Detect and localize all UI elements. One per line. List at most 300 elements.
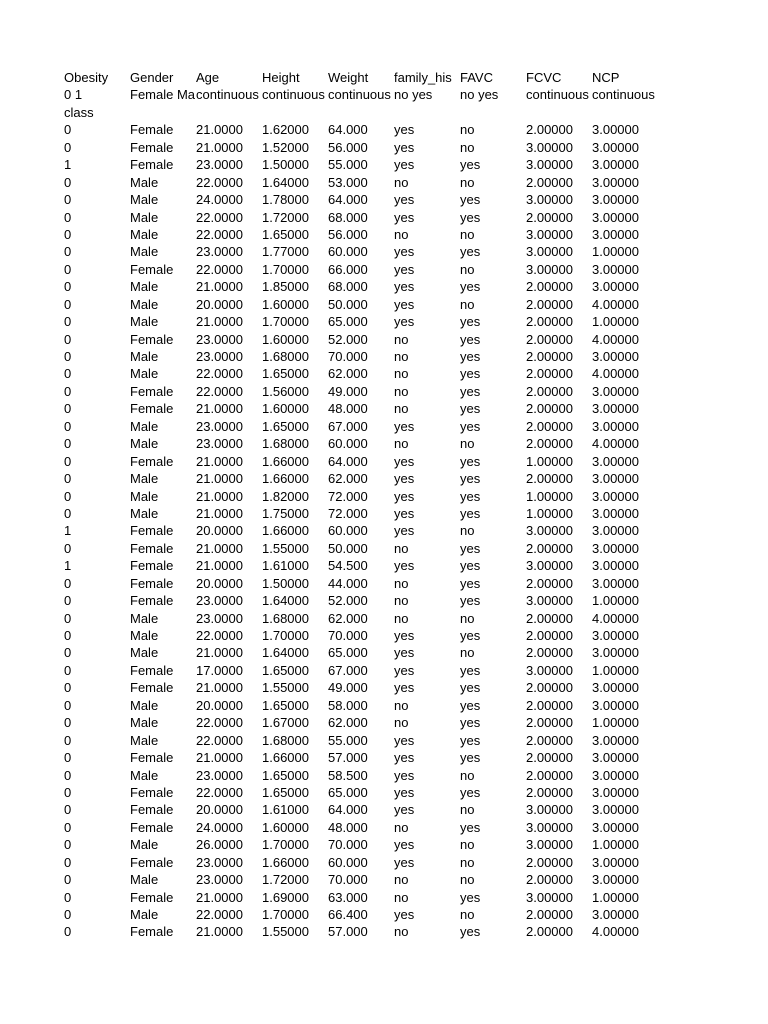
table-cell: 20.0000 (196, 296, 243, 312)
table-cell: 3.00000 (592, 732, 639, 748)
table-cell: 0 (64, 680, 72, 696)
table-cell: 1.00000 (592, 837, 639, 853)
table-cell: 2.00000 (526, 610, 573, 626)
table-cell: yes (460, 680, 481, 696)
table-cell: 1.64000 (262, 645, 309, 661)
table-cell: 68.000 (328, 209, 368, 225)
table-cell: 1.64000 (262, 174, 309, 190)
table-cell: 62.000 (328, 471, 368, 487)
table-cell: 55.000 (328, 157, 368, 173)
table-cell: 1.65000 (262, 226, 309, 242)
table-cell: 1.75000 (262, 505, 309, 521)
table-cell: no (460, 837, 475, 853)
table-cell: 3.00000 (592, 139, 639, 155)
table-cell: 1.72000 (262, 872, 309, 888)
table-cell: yes (460, 750, 481, 766)
table-cell: yes (460, 209, 481, 225)
table-cell: yes (394, 645, 415, 661)
table-cell: 2.00000 (526, 296, 573, 312)
table-cell: yes (394, 418, 415, 434)
table-cell: 1.56000 (262, 383, 309, 399)
table-cell: yes (394, 453, 415, 469)
table-cell: 21.0000 (196, 453, 243, 469)
table-cell: 0 (64, 122, 72, 138)
table-cell: 0 (64, 192, 72, 208)
table-cell: 3.00000 (592, 802, 639, 818)
table-cell: 1.00000 (592, 314, 639, 330)
table-cell: 0 (64, 540, 72, 556)
table-cell: 3.00000 (592, 872, 639, 888)
table-cell: 0 (64, 296, 72, 312)
table-cell: no (460, 854, 475, 870)
table-cell: 52.000 (328, 331, 368, 347)
table-cell: 1.66000 (262, 453, 309, 469)
table-cell: yes (460, 924, 481, 940)
table-cell: 22.0000 (196, 226, 243, 242)
table-cell: 1.77000 (262, 244, 309, 260)
table-cell: 1.78000 (262, 192, 309, 208)
table-cell: 54.500 (328, 558, 368, 574)
table-cell: 2.00000 (526, 784, 573, 800)
table-cell: yes (394, 837, 415, 853)
table-cell: 2.00000 (526, 540, 573, 556)
table-cell: 22.0000 (196, 732, 243, 748)
table-cell: no (394, 436, 409, 452)
table-cell: 0 (64, 436, 72, 452)
table-cell: 3.00000 (526, 261, 573, 277)
column-type: continuous (262, 87, 325, 103)
column-header: Height (262, 70, 300, 85)
table-cell: yes (394, 157, 415, 173)
table-cell: yes (460, 401, 481, 417)
table-cell: no (460, 907, 475, 922)
table-cell: 49.000 (328, 383, 368, 399)
table-cell: 1.85000 (262, 279, 309, 295)
table-cell: Male (130, 279, 159, 295)
table-cell: 3.00000 (592, 645, 639, 661)
table-cell: 62.000 (328, 715, 368, 731)
table-cell: Female (130, 261, 174, 277)
table-cell: 4.00000 (592, 924, 639, 940)
table-cell: 21.0000 (196, 279, 243, 295)
table-cell: 0 (64, 453, 72, 469)
table-cell: no (394, 174, 409, 190)
table-cell: 21.0000 (196, 401, 243, 417)
table-cell: 0 (64, 750, 72, 766)
table-cell: 70.000 (328, 837, 368, 853)
table-cell: 3.00000 (592, 401, 639, 417)
table-cell: no (460, 645, 475, 661)
table-cell: 23.0000 (196, 872, 243, 888)
table-cell: 1.69000 (262, 889, 309, 905)
table-cell: yes (394, 767, 415, 783)
table-cell: 67.000 (328, 662, 368, 678)
table-cell: no (460, 296, 475, 312)
table-cell: 1.61000 (262, 802, 309, 818)
table-cell: no (460, 767, 475, 783)
table-cell: 50.000 (328, 296, 368, 312)
table-cell: 23.0000 (196, 418, 243, 434)
table-cell: 65.000 (328, 784, 368, 800)
table-cell: yes (460, 540, 481, 556)
table-cell: 60.000 (328, 244, 368, 260)
table-cell: 1.00000 (592, 593, 639, 609)
table-cell: yes (394, 854, 415, 870)
table-cell: yes (460, 192, 481, 208)
table-cell: yes (460, 593, 481, 609)
table-cell: Male (130, 174, 159, 190)
table-cell: 3.00000 (526, 889, 573, 905)
table-cell: Female (130, 802, 174, 818)
table-cell: 0 (64, 715, 72, 731)
table-cell: 2.00000 (526, 279, 573, 295)
table-cell: 2.00000 (526, 628, 573, 643)
table-cell: 22.0000 (196, 715, 243, 731)
table-cell: yes (460, 366, 481, 382)
table-cell: 49.000 (328, 680, 368, 696)
column-type: continuous (196, 87, 259, 103)
table-cell: 0 (64, 837, 72, 853)
table-cell: 1.52000 (262, 139, 309, 155)
table-cell: 2.00000 (526, 471, 573, 487)
table-cell: Female (130, 558, 174, 574)
column-type: no yes (460, 87, 499, 103)
table-cell: 1.65000 (262, 697, 309, 713)
table-cell: Male (130, 872, 159, 888)
table-cell: 2.00000 (526, 331, 573, 347)
table-cell: 23.0000 (196, 767, 243, 783)
table-cell: 1.68000 (262, 436, 309, 452)
table-cell: 0 (64, 261, 72, 277)
table-cell: yes (394, 488, 415, 504)
table-cell: 4.00000 (592, 610, 639, 626)
table-cell: 1.65000 (262, 784, 309, 800)
table-cell: 63.000 (328, 889, 368, 905)
table-cell: 3.00000 (526, 593, 573, 609)
table-cell: 44.000 (328, 575, 368, 591)
table-cell: no (394, 715, 409, 731)
table-cell: yes (394, 523, 415, 539)
table-cell: 2.00000 (526, 349, 573, 364)
table-cell: yes (394, 296, 415, 312)
table-cell: 3.00000 (526, 523, 573, 539)
table-cell: 57.000 (328, 924, 368, 940)
table-cell: 20.0000 (196, 523, 243, 539)
table-cell: 21.0000 (196, 750, 243, 766)
table-cell: 3.00000 (526, 226, 573, 242)
table-cell: 3.00000 (592, 488, 639, 504)
table-cell: no (460, 610, 475, 626)
table-cell: 3.00000 (592, 261, 639, 277)
table-cell: 24.0000 (196, 192, 243, 208)
table-cell: 2.00000 (526, 122, 573, 138)
table-cell: 22.0000 (196, 907, 243, 922)
table-cell: 58.000 (328, 697, 368, 713)
table-cell: yes (394, 279, 415, 295)
table-cell: Female (130, 331, 174, 347)
table-cell: yes (460, 558, 481, 574)
table-cell: 0 (64, 889, 72, 905)
table-cell: 22.0000 (196, 366, 243, 382)
table-cell: 0 (64, 628, 72, 643)
table-cell: 3.00000 (592, 418, 639, 434)
table-cell: 0 (64, 331, 72, 347)
table-cell: yes (460, 349, 481, 364)
table-cell: 0 (64, 924, 72, 940)
table-cell: 1.64000 (262, 593, 309, 609)
table-cell: 3.00000 (592, 453, 639, 469)
table-cell: 3.00000 (592, 628, 639, 643)
table-cell: 22.0000 (196, 261, 243, 277)
table-cell: 1.68000 (262, 349, 309, 364)
table-cell: 0 (64, 226, 72, 242)
table-cell: 3.00000 (592, 174, 639, 190)
table-cell: yes (394, 505, 415, 521)
table-cell: yes (460, 505, 481, 521)
table-cell: 2.00000 (526, 314, 573, 330)
table-cell: no (394, 889, 409, 905)
table-cell: 23.0000 (196, 157, 243, 173)
table-cell: Female (130, 523, 174, 539)
table-cell: 0 (64, 471, 72, 487)
table-cell: 21.0000 (196, 505, 243, 521)
table-cell: Male (130, 645, 159, 661)
table-cell: yes (394, 750, 415, 766)
table-cell: 4.00000 (592, 331, 639, 347)
table-cell: Female (130, 383, 174, 399)
table-cell: 0 (64, 488, 72, 504)
table-cell: 1.70000 (262, 837, 309, 853)
table-cell: 3.00000 (592, 157, 639, 173)
table-cell: 1.65000 (262, 767, 309, 783)
table-cell: yes (394, 122, 415, 138)
table-cell: yes (460, 662, 481, 678)
table-cell: 1 (64, 157, 72, 173)
table-cell: 3.00000 (526, 837, 573, 853)
table-cell: 1.72000 (262, 209, 309, 225)
table-cell: 1.60000 (262, 401, 309, 417)
table-cell: yes (460, 715, 481, 731)
table-cell: Female (130, 157, 174, 173)
column-header: family_his (394, 70, 452, 85)
table-cell: no (394, 697, 409, 713)
table-cell: Male (130, 349, 159, 364)
table-cell: 64.000 (328, 802, 368, 818)
table-cell: 3.00000 (592, 226, 639, 242)
table-cell: yes (460, 889, 481, 905)
table-cell: no (394, 383, 409, 399)
table-cell: 70.000 (328, 349, 368, 364)
table-cell: 17.0000 (196, 662, 243, 678)
column-header: NCP (592, 70, 620, 85)
table-cell: yes (460, 157, 481, 173)
table-cell: 3.00000 (592, 784, 639, 800)
table-cell: 1.82000 (262, 488, 309, 504)
table-cell: Female (130, 453, 174, 469)
table-cell: Male (130, 732, 159, 748)
table-cell: yes (394, 907, 415, 922)
table-cell: 2.00000 (526, 715, 573, 731)
table-cell: 3.00000 (592, 750, 639, 766)
table-cell: 26.0000 (196, 837, 243, 853)
table-cell: no (460, 226, 475, 242)
table-cell: yes (460, 471, 481, 487)
table-cell: 0 (64, 802, 72, 818)
table-cell: 3.00000 (526, 662, 573, 678)
table-cell: 3.00000 (592, 383, 639, 399)
table-cell: yes (394, 209, 415, 225)
table-cell: Female (130, 819, 174, 835)
table-cell: Female (130, 854, 174, 870)
table-cell: 3.00000 (592, 192, 639, 208)
table-cell: 1.70000 (262, 907, 309, 922)
table-cell: 0 (64, 610, 72, 626)
table-cell: yes (394, 732, 415, 748)
table-cell: yes (394, 139, 415, 155)
table-cell: yes (394, 558, 415, 574)
table-cell: 21.0000 (196, 122, 243, 138)
table-cell: 22.0000 (196, 174, 243, 190)
table-cell: 22.0000 (196, 209, 243, 225)
table-cell: Male (130, 209, 159, 225)
table-cell: Female (130, 593, 174, 609)
table-cell: no (394, 226, 409, 242)
table-cell: 1.50000 (262, 575, 309, 591)
table-cell: 21.0000 (196, 924, 243, 940)
table-cell: Male (130, 628, 159, 643)
table-cell: Male (130, 418, 159, 434)
table-cell: 2.00000 (526, 418, 573, 434)
table-cell: 3.00000 (526, 192, 573, 208)
table-cell: 1.66000 (262, 471, 309, 487)
table-cell: 3.00000 (592, 575, 639, 591)
table-cell: 23.0000 (196, 349, 243, 364)
table-cell: no (394, 366, 409, 382)
table-cell: 72.000 (328, 488, 368, 504)
table-cell: 3.00000 (592, 697, 639, 713)
table-cell: 23.0000 (196, 854, 243, 870)
table-cell: 1.70000 (262, 314, 309, 330)
table-cell: 2.00000 (526, 645, 573, 661)
table-cell: Female (130, 750, 174, 766)
table-cell: 23.0000 (196, 610, 243, 626)
table-cell: 21.0000 (196, 314, 243, 330)
table-cell: 1.00000 (526, 453, 573, 469)
table-cell: 3.00000 (592, 209, 639, 225)
table-cell: Male (130, 837, 159, 853)
table-cell: 2.00000 (526, 383, 573, 399)
table-cell: Female (130, 924, 174, 940)
table-cell: Male (130, 244, 159, 260)
table-cell: 21.0000 (196, 558, 243, 574)
table-cell: 23.0000 (196, 331, 243, 347)
table-cell: 1.70000 (262, 261, 309, 277)
table-cell: 21.0000 (196, 471, 243, 487)
table-cell: 0 (64, 349, 72, 364)
table-cell: 2.00000 (526, 174, 573, 190)
table-cell: Male (130, 314, 159, 330)
table-cell: no (394, 540, 409, 556)
table-cell: 1.62000 (262, 122, 309, 138)
table-cell: 60.000 (328, 523, 368, 539)
table-cell: 20.0000 (196, 575, 243, 591)
table-cell: yes (394, 802, 415, 818)
table-cell: 2.00000 (526, 907, 573, 922)
table-cell: yes (460, 418, 481, 434)
table-cell: 23.0000 (196, 593, 243, 609)
table-cell: no (394, 575, 409, 591)
table-cell: 68.000 (328, 279, 368, 295)
table-cell: 2.00000 (526, 209, 573, 225)
table-cell: 3.00000 (592, 680, 639, 696)
table-cell: Male (130, 366, 159, 382)
table-cell: 20.0000 (196, 697, 243, 713)
table-cell: Male (130, 505, 159, 521)
table-cell: 1 (64, 558, 72, 574)
table-cell: yes (460, 383, 481, 399)
table-cell: Female (130, 575, 174, 591)
table-cell: yes (460, 279, 481, 295)
table-cell: 1.60000 (262, 819, 309, 835)
table-cell: yes (394, 314, 415, 330)
table-cell: 1.68000 (262, 610, 309, 626)
column-header: Age (196, 70, 220, 85)
table-cell: 3.00000 (592, 349, 639, 364)
table-cell: 21.0000 (196, 139, 243, 155)
table-cell: 23.0000 (196, 436, 243, 452)
table-cell: 56.000 (328, 139, 368, 155)
table-cell: yes (460, 575, 481, 591)
table-cell: 2.00000 (526, 436, 573, 452)
table-cell: no (460, 872, 475, 888)
table-cell: no (394, 401, 409, 417)
table-cell: Female (130, 540, 174, 556)
table-cell: 0 (64, 401, 72, 417)
table-cell: yes (394, 628, 415, 643)
table-cell: 2.00000 (526, 767, 573, 783)
table-cell: 1.60000 (262, 296, 309, 312)
table-cell: 3.00000 (592, 471, 639, 487)
table-cell: yes (394, 261, 415, 277)
table-cell: 3.00000 (592, 540, 639, 556)
table-cell: 0 (64, 366, 72, 382)
table-cell: 1.66000 (262, 854, 309, 870)
table-cell: 1.00000 (592, 715, 639, 731)
table-cell: no (460, 174, 475, 190)
table-cell: 1.00000 (526, 488, 573, 504)
table-cell: 0 (64, 505, 72, 521)
table-cell: yes (460, 697, 481, 713)
table-cell: yes (394, 662, 415, 678)
table-cell: 2.00000 (526, 366, 573, 382)
table-cell: yes (394, 471, 415, 487)
table-cell: 0 (64, 645, 72, 661)
table-cell: Male (130, 436, 159, 452)
table-cell: 1.60000 (262, 331, 309, 347)
column-header: Weight (328, 70, 369, 85)
table-cell: yes (460, 732, 481, 748)
table-cell: 20.0000 (196, 802, 243, 818)
table-cell: 64.000 (328, 122, 368, 138)
table-cell: 2.00000 (526, 401, 573, 417)
table-cell: 4.00000 (592, 296, 639, 312)
column-header: Obesity (64, 70, 109, 85)
table-cell: 21.0000 (196, 488, 243, 504)
table-cell: 22.0000 (196, 383, 243, 399)
table-cell: Female (130, 784, 174, 800)
table-cell: 3.00000 (592, 279, 639, 295)
table-cell: 48.000 (328, 819, 368, 835)
